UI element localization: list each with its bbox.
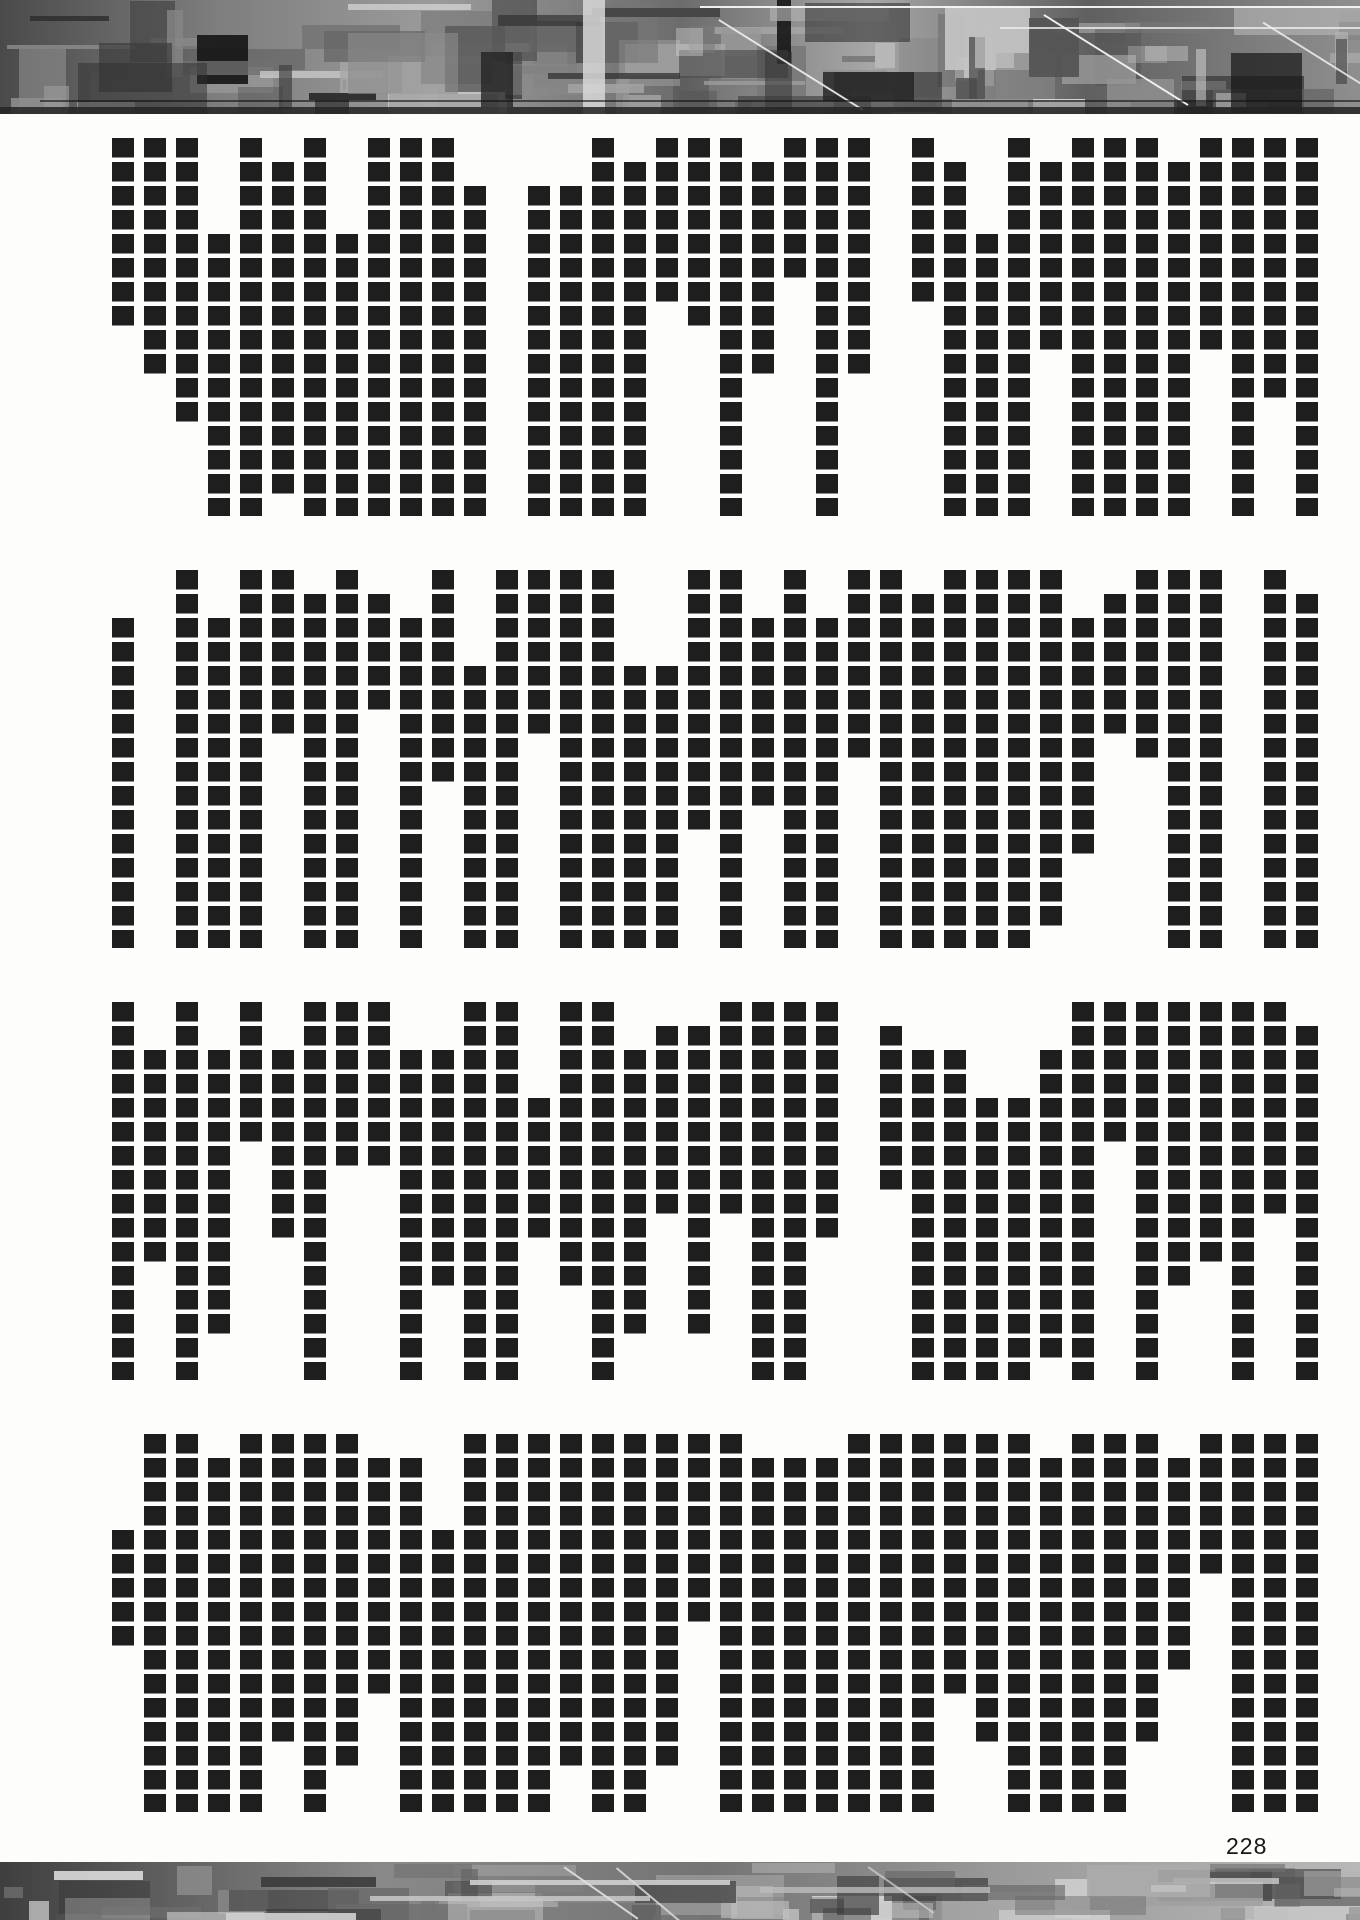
collage-block	[1349, 1907, 1360, 1920]
redacted-text-column	[496, 570, 518, 948]
redacted-text-column	[784, 1002, 806, 1380]
redacted-text-column	[432, 570, 454, 786]
redacted-text-column	[208, 1050, 230, 1338]
collage-block	[731, 1901, 789, 1919]
redacted-text-column	[944, 570, 966, 948]
redacted-text-column	[976, 234, 998, 516]
redacted-text-column	[848, 1434, 870, 1812]
collage-block	[823, 72, 914, 101]
redacted-text-column	[944, 1434, 966, 1698]
collage-block	[1222, 1901, 1254, 1919]
redacted-text-column	[304, 1434, 326, 1812]
redacted-text-column	[272, 162, 294, 498]
redacted-text-column	[432, 1530, 454, 1812]
redacted-text-column	[688, 1434, 710, 1626]
redacted-text-column	[976, 570, 998, 948]
redacted-text-column	[1168, 1458, 1190, 1674]
redacted-text-column	[336, 1434, 358, 1770]
redacted-text-column	[368, 138, 390, 516]
redacted-text-column	[944, 1050, 966, 1380]
collage-block	[315, 100, 349, 114]
redacted-text-column	[848, 570, 870, 762]
redacted-text-column	[528, 1434, 550, 1812]
redacted-text-column	[688, 1026, 710, 1338]
redacted-text-column	[336, 234, 358, 516]
redacted-text-column	[1200, 1002, 1222, 1266]
collage-block	[975, 14, 1014, 68]
redacted-text-column	[816, 1458, 838, 1812]
redacted-text-column	[1264, 138, 1286, 402]
footer-collage-art	[0, 1862, 1360, 1920]
redacted-text-column	[912, 594, 934, 948]
collage-line	[470, 1880, 730, 1885]
collage-block	[54, 1871, 143, 1880]
redacted-text-column	[560, 1434, 582, 1770]
collage-block	[875, 43, 896, 67]
redacted-text-column	[784, 570, 806, 948]
collage-block	[4, 1887, 24, 1898]
redacted-text-column	[432, 1050, 454, 1290]
redacted-text-column	[1104, 138, 1126, 516]
redacted-text-column	[944, 162, 966, 516]
collage-block	[1087, 1865, 1210, 1897]
redacted-text-column	[912, 1434, 934, 1812]
collage-block	[481, 52, 513, 107]
collage-block	[1274, 1884, 1301, 1907]
redacted-text-column	[176, 138, 198, 426]
redacted-text-column	[240, 138, 262, 516]
redacted-text-column	[880, 1026, 902, 1194]
redacted-text-column	[528, 1098, 550, 1242]
redacted-text-column	[1040, 1458, 1062, 1812]
redacted-text-column	[496, 1002, 518, 1380]
redacted-text-column	[592, 138, 614, 516]
redacted-text-column	[1264, 1002, 1286, 1218]
redacted-text-column	[464, 186, 486, 516]
redacted-text-column	[112, 618, 134, 948]
redacted-text-column	[1008, 138, 1030, 516]
redacted-text-column	[784, 138, 806, 282]
redacted-text-column	[112, 1530, 134, 1650]
redacted-text-column	[336, 570, 358, 948]
collage-block	[30, 16, 110, 21]
redacted-text-column	[304, 594, 326, 948]
redacted-text-column	[272, 570, 294, 738]
collage-line	[40, 100, 1360, 102]
collage-block	[29, 1901, 49, 1920]
redacted-text-column	[560, 570, 582, 948]
redacted-text-column	[816, 1002, 838, 1242]
redacted-text-column	[720, 138, 742, 516]
collage-block	[568, 84, 644, 93]
redacted-text-column	[1296, 1026, 1318, 1380]
redacted-text-column	[1200, 138, 1222, 354]
header-collage-art	[0, 0, 1360, 114]
redacted-text-column	[592, 1002, 614, 1380]
redacted-text-column	[1168, 1002, 1190, 1290]
collage-block	[548, 73, 679, 80]
redacted-text-column	[816, 138, 838, 516]
redacted-text-column	[144, 1050, 166, 1266]
redacted-text-column	[1040, 162, 1062, 354]
redacted-text-column	[208, 234, 230, 516]
redacted-text-column	[720, 1002, 742, 1218]
redacted-text-column	[176, 1002, 198, 1380]
redacted-text-column	[912, 1050, 934, 1380]
redacted-text-column	[464, 1002, 486, 1380]
redacted-text-column	[592, 570, 614, 948]
redacted-text-column	[656, 138, 678, 306]
redacted-text-column	[1232, 1434, 1254, 1812]
collage-block	[805, 3, 910, 42]
redacted-text-column	[240, 1434, 262, 1812]
redacted-text-column	[656, 666, 678, 948]
collage-block	[752, 1863, 835, 1872]
text-row	[92, 570, 1318, 948]
redacted-text-column	[144, 1434, 166, 1812]
redacted-text-column	[1104, 1434, 1126, 1812]
collage-line	[760, 1887, 990, 1893]
redacted-text-column	[1008, 1434, 1030, 1812]
collage-block	[348, 33, 458, 94]
redacted-text-column	[1136, 138, 1158, 516]
redacted-text-column	[272, 1434, 294, 1746]
redacted-text-column	[752, 618, 774, 810]
redacted-text-column	[688, 138, 710, 330]
collage-block	[279, 65, 292, 109]
redacted-text-column	[688, 570, 710, 834]
redacted-text-column	[624, 1434, 646, 1812]
collage-block	[1107, 79, 1175, 114]
collage-block	[78, 63, 208, 114]
redacted-text-column	[880, 570, 902, 948]
redacted-text-column	[912, 138, 934, 306]
collage-block	[1196, 49, 1207, 106]
redacted-text-column	[400, 618, 422, 948]
redacted-text-column	[752, 162, 774, 378]
redacted-text-column	[1168, 162, 1190, 516]
redacted-text-column	[112, 1002, 134, 1380]
redacted-text-column	[400, 1050, 422, 1380]
redacted-text-column	[272, 1050, 294, 1242]
collage-block	[842, 56, 875, 62]
redacted-text-column	[1168, 570, 1190, 948]
redacted-text-column	[464, 1434, 486, 1812]
collage-block	[1231, 53, 1302, 113]
redacted-text-column	[1072, 618, 1094, 858]
redacted-text-column	[624, 666, 646, 948]
redacted-text-column	[528, 186, 550, 516]
redacted-text-column	[400, 1458, 422, 1812]
redacted-text-column	[624, 1050, 646, 1338]
redacted-text-column	[240, 570, 262, 948]
redacted-text-column	[336, 1002, 358, 1170]
redacted-text-column	[880, 1434, 902, 1812]
redacted-text-column	[1040, 1050, 1062, 1362]
redacted-text-column	[1232, 1002, 1254, 1380]
redacted-text-column	[144, 138, 166, 378]
redacted-text-column	[1296, 1434, 1318, 1812]
redacted-text-column	[848, 138, 870, 378]
redacted-text-column	[1040, 570, 1062, 930]
collage-block	[676, 28, 703, 56]
redacted-text-column	[656, 1026, 678, 1218]
redacted-text-column	[368, 594, 390, 714]
redacted-text-column	[528, 570, 550, 738]
redacted-text-column	[464, 666, 486, 948]
redacted-text-column	[656, 1434, 678, 1770]
redacted-text-column	[400, 138, 422, 516]
redacted-text-column	[1104, 594, 1126, 738]
redacted-text-column	[1008, 570, 1030, 948]
redacted-text-column	[1296, 138, 1318, 516]
redacted-text-column	[1264, 570, 1286, 948]
redacted-text-column	[1136, 570, 1158, 762]
collage-block	[783, 1909, 799, 1920]
redacted-text-column	[976, 1434, 998, 1746]
redacted-text-column	[720, 570, 742, 948]
redacted-text-column	[752, 1002, 774, 1380]
collage-block	[65, 1898, 150, 1920]
redacted-text-column	[720, 1434, 742, 1812]
redacted-text-column	[560, 1002, 582, 1290]
redacted-text-column	[1264, 1434, 1286, 1812]
collage-block	[348, 4, 472, 10]
redacted-text-column	[1008, 1098, 1030, 1380]
text-row	[92, 138, 1318, 516]
collage-block	[261, 1877, 376, 1887]
redacted-text-column	[176, 570, 198, 948]
redacted-text-column	[1136, 1434, 1158, 1746]
redacted-text-column	[304, 1002, 326, 1380]
redacted-text-column	[208, 618, 230, 948]
collage-block	[1336, 39, 1347, 84]
collage-block	[177, 1866, 211, 1894]
redacted-text-column	[1232, 138, 1254, 516]
redacted-text-column	[592, 1434, 614, 1812]
redacted-text-column	[368, 1002, 390, 1170]
text-row	[92, 1002, 1318, 1380]
collage-line	[1000, 27, 1360, 29]
redacted-text-column	[560, 186, 582, 516]
redacted-text-column	[624, 162, 646, 516]
redacted-text-column	[1072, 138, 1094, 516]
redacted-text-column	[1136, 1002, 1158, 1380]
redacted-text-column	[1072, 1434, 1094, 1812]
text-row	[92, 1434, 1318, 1812]
redacted-text-column	[1296, 594, 1318, 948]
redacted-text-column	[112, 138, 134, 330]
collage-line	[583, 0, 605, 114]
redacted-text-column	[1072, 1002, 1094, 1380]
redacted-text-column	[816, 618, 838, 948]
page-number: 228	[1226, 1833, 1268, 1859]
redacted-text-column	[752, 1458, 774, 1812]
collage-block	[1245, 1906, 1360, 1920]
redacted-text-column	[432, 138, 454, 516]
collage-block	[1151, 1885, 1186, 1892]
collage-block	[592, 8, 720, 16]
redacted-text-column	[496, 1434, 518, 1812]
redacted-text-column	[240, 1002, 262, 1146]
collage-block	[823, 1908, 872, 1920]
redacted-text-column	[368, 1458, 390, 1698]
redacted-text-column	[1104, 1002, 1126, 1146]
redacted-text-column	[976, 1098, 998, 1380]
collage-block	[226, 1913, 356, 1920]
redacted-text-column	[304, 138, 326, 516]
collage-block	[1128, 46, 1168, 63]
redacted-text-column	[176, 1434, 198, 1812]
collage-line	[700, 6, 1360, 8]
redacted-text-column	[1200, 570, 1222, 948]
redacted-text-column	[784, 1458, 806, 1812]
redacted-text-column	[1200, 1434, 1222, 1578]
redacted-text-column	[208, 1458, 230, 1812]
collage-block	[1304, 1871, 1360, 1896]
